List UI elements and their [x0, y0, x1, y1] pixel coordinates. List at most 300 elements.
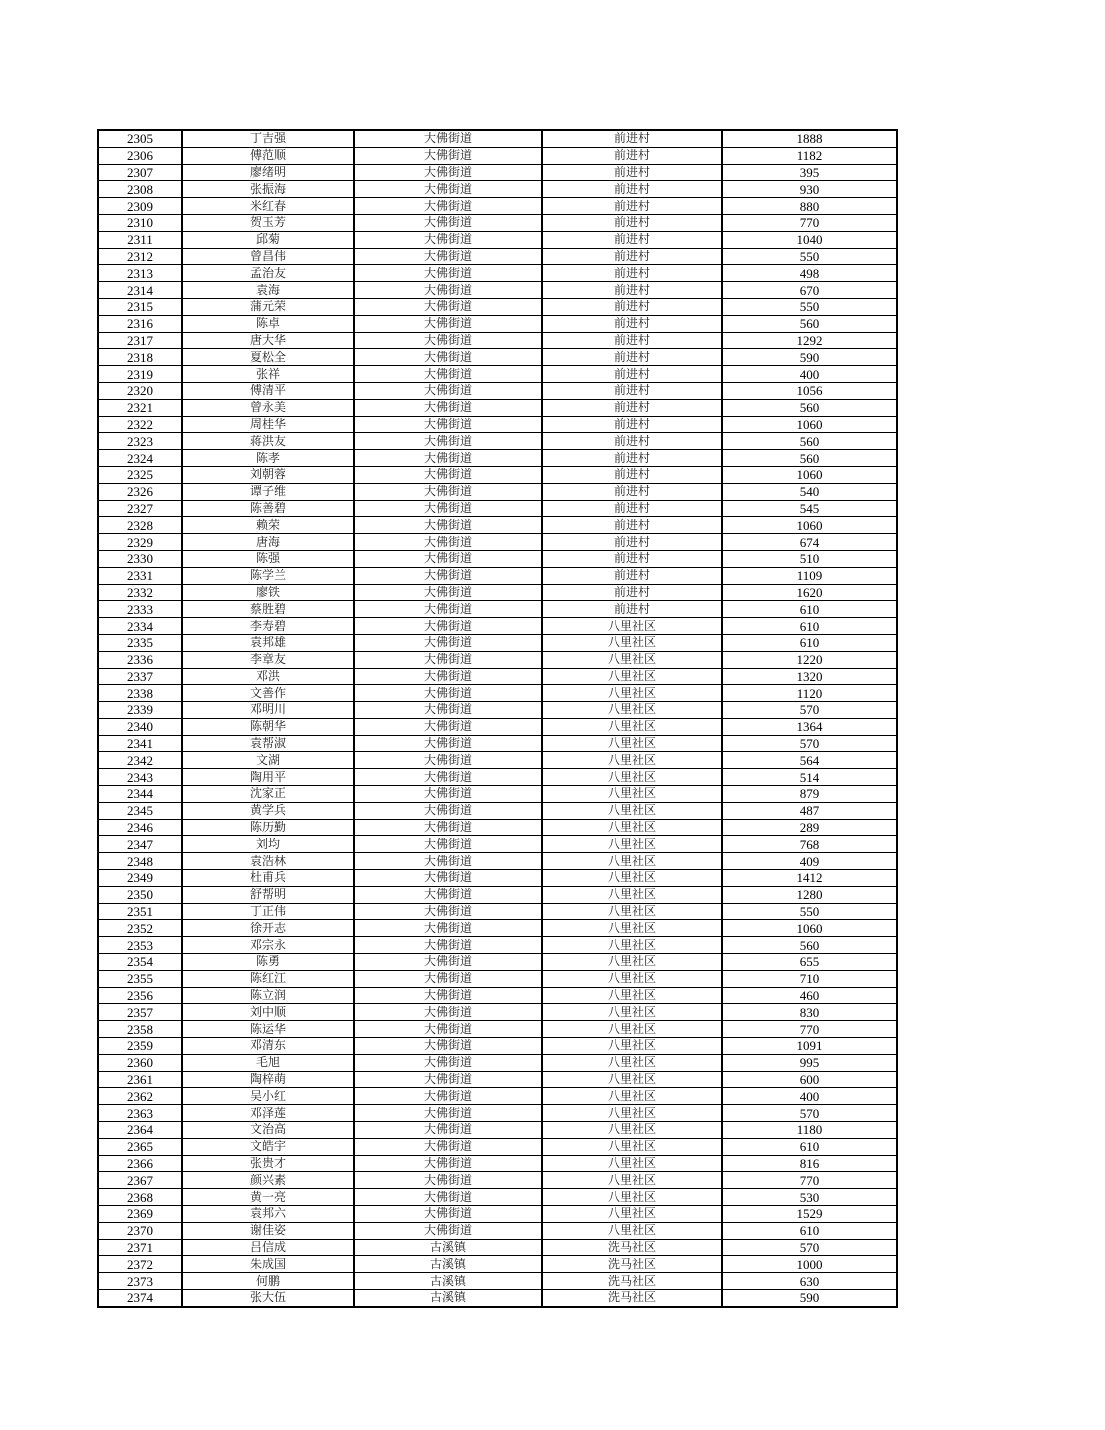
record-number-cell: 2320	[98, 382, 182, 399]
table-row	[98, 147, 897, 164]
person-name-cell: 刘朝蓉	[182, 466, 354, 483]
amount-cell: 550	[722, 248, 897, 265]
street-cell: 大佛街道	[354, 634, 542, 651]
record-number-cell: 2328	[98, 517, 182, 534]
record-number-cell: 2347	[98, 836, 182, 853]
record-number-cell: 2325	[98, 466, 182, 483]
record-number-cell: 2306	[98, 147, 182, 164]
record-number-cell: 2337	[98, 668, 182, 685]
table-row	[98, 987, 897, 1004]
person-name-cell: 傅清平	[182, 382, 354, 399]
person-name-cell: 蒲元荣	[182, 298, 354, 315]
record-number-cell: 2368	[98, 1189, 182, 1206]
table-row	[98, 1206, 897, 1223]
community-cell: 八里社区	[542, 1054, 722, 1071]
amount-cell: 1320	[722, 668, 897, 685]
street-cell: 大佛街道	[354, 651, 542, 668]
person-name-cell: 邓清东	[182, 1038, 354, 1055]
person-name-cell: 毛旭	[182, 1054, 354, 1071]
amount-cell: 560	[722, 450, 897, 467]
record-number-cell: 2350	[98, 886, 182, 903]
amount-cell: 400	[722, 366, 897, 383]
table-row	[98, 298, 897, 315]
record-number-cell: 2330	[98, 550, 182, 567]
record-number-cell: 2348	[98, 853, 182, 870]
amount-cell: 570	[722, 1105, 897, 1122]
amount-cell: 530	[722, 1189, 897, 1206]
street-cell: 古溪镇	[354, 1239, 542, 1256]
street-cell: 大佛街道	[354, 231, 542, 248]
table-row	[98, 1071, 897, 1088]
record-number-cell: 2355	[98, 970, 182, 987]
table-row	[98, 1105, 897, 1122]
amount-cell: 590	[722, 349, 897, 366]
record-number-cell: 2371	[98, 1239, 182, 1256]
table-row	[98, 735, 897, 752]
table-row	[98, 1088, 897, 1105]
street-cell: 大佛街道	[354, 920, 542, 937]
street-cell: 大佛街道	[354, 298, 542, 315]
record-number-cell: 2353	[98, 937, 182, 954]
person-name-cell: 邓泽莲	[182, 1105, 354, 1122]
person-name-cell: 张振海	[182, 181, 354, 198]
amount-cell: 1056	[722, 382, 897, 399]
record-number-cell: 2336	[98, 651, 182, 668]
person-name-cell: 朱成国	[182, 1256, 354, 1273]
amount-cell: 545	[722, 500, 897, 517]
table-row	[98, 685, 897, 702]
community-cell: 八里社区	[542, 987, 722, 1004]
record-number-cell: 2315	[98, 298, 182, 315]
community-cell: 前进村	[542, 130, 722, 147]
street-cell: 大佛街道	[354, 265, 542, 282]
amount-cell: 670	[722, 282, 897, 299]
street-cell: 大佛街道	[354, 382, 542, 399]
street-cell: 大佛街道	[354, 534, 542, 551]
table-row	[98, 214, 897, 231]
amount-cell: 1060	[722, 517, 897, 534]
table-row	[98, 954, 897, 971]
table-row	[98, 802, 897, 819]
street-cell: 大佛街道	[354, 1189, 542, 1206]
amount-cell: 630	[722, 1273, 897, 1290]
table-row	[98, 618, 897, 635]
records-table-body	[98, 130, 897, 1307]
community-cell: 八里社区	[542, 1222, 722, 1239]
record-number-cell: 2352	[98, 920, 182, 937]
community-cell: 八里社区	[542, 903, 722, 920]
table-row	[98, 1172, 897, 1189]
person-name-cell: 蒋洪友	[182, 433, 354, 450]
community-cell: 前进村	[542, 399, 722, 416]
record-number-cell: 2333	[98, 601, 182, 618]
amount-cell: 610	[722, 601, 897, 618]
table-row	[98, 1021, 897, 1038]
amount-cell: 1220	[722, 651, 897, 668]
person-name-cell: 陈立润	[182, 987, 354, 1004]
community-cell: 前进村	[542, 332, 722, 349]
community-cell: 八里社区	[542, 1206, 722, 1223]
records-table	[97, 129, 898, 1308]
street-cell: 大佛街道	[354, 1206, 542, 1223]
amount-cell: 610	[722, 618, 897, 635]
community-cell: 前进村	[542, 483, 722, 500]
community-cell: 洗马社区	[542, 1273, 722, 1290]
amount-cell: 550	[722, 903, 897, 920]
community-cell: 前进村	[542, 349, 722, 366]
amount-cell: 674	[722, 534, 897, 551]
community-cell: 八里社区	[542, 634, 722, 651]
table-row	[98, 903, 897, 920]
table-row	[98, 1273, 897, 1290]
community-cell: 八里社区	[542, 752, 722, 769]
amount-cell: 550	[722, 298, 897, 315]
street-cell: 大佛街道	[354, 702, 542, 719]
community-cell: 八里社区	[542, 702, 722, 719]
community-cell: 八里社区	[542, 970, 722, 987]
street-cell: 大佛街道	[354, 1038, 542, 1055]
person-name-cell: 陈勇	[182, 954, 354, 971]
community-cell: 八里社区	[542, 718, 722, 735]
table-row	[98, 1256, 897, 1273]
street-cell: 大佛街道	[354, 886, 542, 903]
table-row	[98, 231, 897, 248]
street-cell: 大佛街道	[354, 1138, 542, 1155]
table-row	[98, 651, 897, 668]
street-cell: 古溪镇	[354, 1273, 542, 1290]
record-number-cell: 2362	[98, 1088, 182, 1105]
amount-cell: 590	[722, 1289, 897, 1306]
record-number-cell: 2314	[98, 282, 182, 299]
amount-cell: 1364	[722, 718, 897, 735]
person-name-cell: 张大伍	[182, 1289, 354, 1306]
record-number-cell: 2318	[98, 349, 182, 366]
table-row	[98, 886, 897, 903]
record-number-cell: 2305	[98, 130, 182, 147]
person-name-cell: 刘均	[182, 836, 354, 853]
person-name-cell: 吴小红	[182, 1088, 354, 1105]
community-cell: 前进村	[542, 147, 722, 164]
person-name-cell: 陈运华	[182, 1021, 354, 1038]
person-name-cell: 黄一亮	[182, 1189, 354, 1206]
amount-cell: 560	[722, 399, 897, 416]
street-cell: 大佛街道	[354, 567, 542, 584]
person-name-cell: 廖铁	[182, 584, 354, 601]
amount-cell: 610	[722, 1222, 897, 1239]
amount-cell: 570	[722, 735, 897, 752]
community-cell: 前进村	[542, 534, 722, 551]
record-number-cell: 2359	[98, 1038, 182, 1055]
record-number-cell: 2341	[98, 735, 182, 752]
person-name-cell: 曾永美	[182, 399, 354, 416]
amount-cell: 610	[722, 634, 897, 651]
person-name-cell: 何鹏	[182, 1273, 354, 1290]
table-row	[98, 198, 897, 215]
street-cell: 大佛街道	[354, 315, 542, 332]
record-number-cell: 2312	[98, 248, 182, 265]
table-row	[98, 601, 897, 618]
person-name-cell: 黄学兵	[182, 802, 354, 819]
record-number-cell: 2313	[98, 265, 182, 282]
amount-cell: 498	[722, 265, 897, 282]
street-cell: 大佛街道	[354, 130, 542, 147]
street-cell: 大佛街道	[354, 752, 542, 769]
amount-cell: 1109	[722, 567, 897, 584]
community-cell: 前进村	[542, 567, 722, 584]
person-name-cell: 文皓宇	[182, 1138, 354, 1155]
amount-cell: 930	[722, 181, 897, 198]
community-cell: 前进村	[542, 248, 722, 265]
table-row	[98, 634, 897, 651]
person-name-cell: 陈学兰	[182, 567, 354, 584]
record-number-cell: 2321	[98, 399, 182, 416]
street-cell: 大佛街道	[354, 685, 542, 702]
table-row	[98, 550, 897, 567]
person-name-cell: 袁邦六	[182, 1206, 354, 1223]
person-name-cell: 谭子维	[182, 483, 354, 500]
street-cell: 大佛街道	[354, 954, 542, 971]
amount-cell: 610	[722, 1138, 897, 1155]
record-number-cell: 2354	[98, 954, 182, 971]
community-cell: 八里社区	[542, 1155, 722, 1172]
person-name-cell: 陈卓	[182, 315, 354, 332]
amount-cell: 1000	[722, 1256, 897, 1273]
table-row	[98, 500, 897, 517]
person-name-cell: 陶梓萌	[182, 1071, 354, 1088]
community-cell: 洗马社区	[542, 1239, 722, 1256]
street-cell: 大佛街道	[354, 550, 542, 567]
table-row	[98, 786, 897, 803]
community-cell: 八里社区	[542, 1189, 722, 1206]
record-number-cell: 2351	[98, 903, 182, 920]
person-name-cell: 邓明川	[182, 702, 354, 719]
table-row	[98, 567, 897, 584]
person-name-cell: 袁浩林	[182, 853, 354, 870]
table-row	[98, 668, 897, 685]
record-number-cell: 2307	[98, 164, 182, 181]
table-row	[98, 937, 897, 954]
table-row	[98, 399, 897, 416]
person-name-cell: 袁帮淑	[182, 735, 354, 752]
person-name-cell: 周桂华	[182, 416, 354, 433]
community-cell: 前进村	[542, 198, 722, 215]
record-number-cell: 2363	[98, 1105, 182, 1122]
record-number-cell: 2370	[98, 1222, 182, 1239]
record-number-cell: 2367	[98, 1172, 182, 1189]
community-cell: 八里社区	[542, 651, 722, 668]
street-cell: 大佛街道	[354, 147, 542, 164]
table-row	[98, 164, 897, 181]
person-name-cell: 廖绪明	[182, 164, 354, 181]
record-number-cell: 2317	[98, 332, 182, 349]
amount-cell: 395	[722, 164, 897, 181]
amount-cell: 1529	[722, 1206, 897, 1223]
community-cell: 八里社区	[542, 668, 722, 685]
amount-cell: 879	[722, 786, 897, 803]
person-name-cell: 邓洪	[182, 668, 354, 685]
street-cell: 大佛街道	[354, 1004, 542, 1021]
community-cell: 八里社区	[542, 685, 722, 702]
community-cell: 八里社区	[542, 886, 722, 903]
community-cell: 前进村	[542, 298, 722, 315]
street-cell: 大佛街道	[354, 416, 542, 433]
community-cell: 前进村	[542, 181, 722, 198]
person-name-cell: 沈家正	[182, 786, 354, 803]
amount-cell: 1091	[722, 1038, 897, 1055]
table-row	[98, 265, 897, 282]
record-number-cell: 2356	[98, 987, 182, 1004]
person-name-cell: 袁邦雄	[182, 634, 354, 651]
community-cell: 前进村	[542, 433, 722, 450]
table-row	[98, 1004, 897, 1021]
amount-cell: 1060	[722, 920, 897, 937]
person-name-cell: 文善作	[182, 685, 354, 702]
person-name-cell: 陈红江	[182, 970, 354, 987]
street-cell: 古溪镇	[354, 1289, 542, 1306]
record-number-cell: 2339	[98, 702, 182, 719]
street-cell: 大佛街道	[354, 483, 542, 500]
person-name-cell: 陈善碧	[182, 500, 354, 517]
community-cell: 八里社区	[542, 870, 722, 887]
person-name-cell: 文治高	[182, 1122, 354, 1139]
record-number-cell: 2346	[98, 819, 182, 836]
amount-cell: 409	[722, 853, 897, 870]
amount-cell: 570	[722, 1239, 897, 1256]
record-number-cell: 2316	[98, 315, 182, 332]
community-cell: 前进村	[542, 500, 722, 517]
street-cell: 大佛街道	[354, 1071, 542, 1088]
person-name-cell: 孟治友	[182, 265, 354, 282]
person-name-cell: 陈强	[182, 550, 354, 567]
street-cell: 大佛街道	[354, 987, 542, 1004]
table-row	[98, 836, 897, 853]
street-cell: 大佛街道	[354, 819, 542, 836]
street-cell: 大佛街道	[354, 853, 542, 870]
amount-cell: 710	[722, 970, 897, 987]
community-cell: 前进村	[542, 550, 722, 567]
amount-cell: 1292	[722, 332, 897, 349]
street-cell: 大佛街道	[354, 1021, 542, 1038]
record-number-cell: 2323	[98, 433, 182, 450]
community-cell: 八里社区	[542, 1021, 722, 1038]
street-cell: 大佛街道	[354, 366, 542, 383]
street-cell: 大佛街道	[354, 1122, 542, 1139]
community-cell: 八里社区	[542, 1071, 722, 1088]
amount-cell: 1280	[722, 886, 897, 903]
record-number-cell: 2308	[98, 181, 182, 198]
table-row	[98, 315, 897, 332]
table-row	[98, 853, 897, 870]
table-row	[98, 870, 897, 887]
table-row	[98, 416, 897, 433]
community-cell: 前进村	[542, 382, 722, 399]
community-cell: 八里社区	[542, 954, 722, 971]
table-row	[98, 752, 897, 769]
person-name-cell: 蔡胜碧	[182, 601, 354, 618]
record-number-cell: 2364	[98, 1122, 182, 1139]
record-number-cell: 2332	[98, 584, 182, 601]
amount-cell: 995	[722, 1054, 897, 1071]
record-number-cell: 2358	[98, 1021, 182, 1038]
amount-cell: 1060	[722, 416, 897, 433]
record-number-cell: 2374	[98, 1289, 182, 1306]
record-number-cell: 2329	[98, 534, 182, 551]
person-name-cell: 张贵才	[182, 1155, 354, 1172]
person-name-cell: 刘中顺	[182, 1004, 354, 1021]
record-number-cell: 2372	[98, 1256, 182, 1273]
community-cell: 洗马社区	[542, 1289, 722, 1306]
table-row	[98, 466, 897, 483]
amount-cell: 510	[722, 550, 897, 567]
person-name-cell: 谢佳姿	[182, 1222, 354, 1239]
street-cell: 大佛街道	[354, 584, 542, 601]
table-row	[98, 1038, 897, 1055]
table-row	[98, 1239, 897, 1256]
street-cell: 大佛街道	[354, 735, 542, 752]
community-cell: 前进村	[542, 517, 722, 534]
table-row	[98, 1222, 897, 1239]
street-cell: 大佛街道	[354, 433, 542, 450]
table-row	[98, 702, 897, 719]
community-cell: 八里社区	[542, 769, 722, 786]
record-number-cell: 2338	[98, 685, 182, 702]
street-cell: 大佛街道	[354, 786, 542, 803]
street-cell: 大佛街道	[354, 601, 542, 618]
amount-cell: 1182	[722, 147, 897, 164]
person-name-cell: 曾昌伟	[182, 248, 354, 265]
amount-cell: 289	[722, 819, 897, 836]
street-cell: 大佛街道	[354, 1222, 542, 1239]
community-cell: 八里社区	[542, 735, 722, 752]
person-name-cell: 舒帮明	[182, 886, 354, 903]
street-cell: 大佛街道	[354, 970, 542, 987]
person-name-cell: 李章友	[182, 651, 354, 668]
street-cell: 大佛街道	[354, 282, 542, 299]
table-row	[98, 1289, 897, 1306]
table-row	[98, 819, 897, 836]
person-name-cell: 颜兴素	[182, 1172, 354, 1189]
record-number-cell: 2311	[98, 231, 182, 248]
person-name-cell: 吕信成	[182, 1239, 354, 1256]
community-cell: 前进村	[542, 214, 722, 231]
street-cell: 大佛街道	[354, 450, 542, 467]
amount-cell: 1888	[722, 130, 897, 147]
street-cell: 大佛街道	[354, 181, 542, 198]
street-cell: 大佛街道	[354, 937, 542, 954]
table-row	[98, 534, 897, 551]
table-row	[98, 920, 897, 937]
community-cell: 洗马社区	[542, 1256, 722, 1273]
amount-cell: 1180	[722, 1122, 897, 1139]
street-cell: 大佛街道	[354, 248, 542, 265]
table-row	[98, 1054, 897, 1071]
record-number-cell: 2324	[98, 450, 182, 467]
amount-cell: 560	[722, 315, 897, 332]
record-number-cell: 2309	[98, 198, 182, 215]
community-cell: 前进村	[542, 416, 722, 433]
amount-cell: 570	[722, 702, 897, 719]
person-name-cell: 陈朝华	[182, 718, 354, 735]
street-cell: 大佛街道	[354, 349, 542, 366]
table-row	[98, 1189, 897, 1206]
street-cell: 大佛街道	[354, 618, 542, 635]
community-cell: 八里社区	[542, 1122, 722, 1139]
record-number-cell: 2366	[98, 1155, 182, 1172]
street-cell: 大佛街道	[354, 769, 542, 786]
street-cell: 大佛街道	[354, 870, 542, 887]
record-number-cell: 2365	[98, 1138, 182, 1155]
street-cell: 大佛街道	[354, 836, 542, 853]
